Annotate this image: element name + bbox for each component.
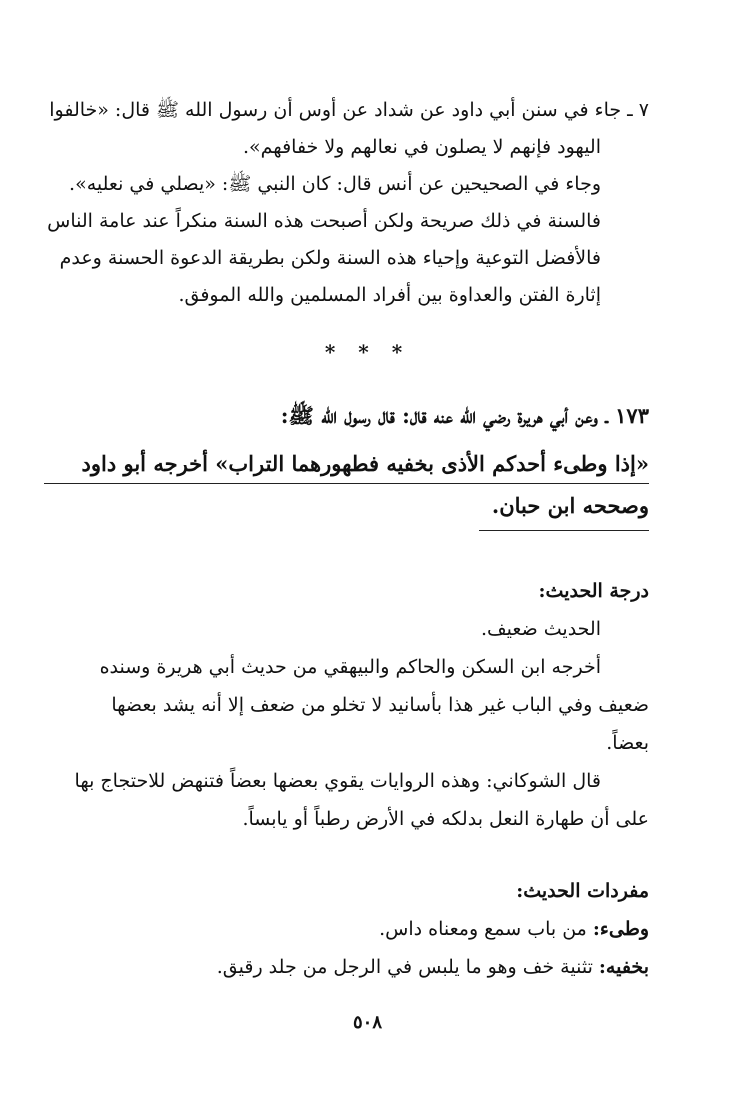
- section-heading: مفردات الحديث:: [516, 880, 649, 902]
- vocab-item: [44, 948, 649, 986]
- paragraph: ضعيف وفي الباب غير هذا بأسانيد لا تخلو من ضعف إلا أنه يشد بعضها: [111, 694, 649, 716]
- vocab-definition: تثنية خف وهو ما يلبس في الرجل من جلد رقيق.: [216, 956, 599, 978]
- section-heading: درجة الحديث:: [538, 580, 649, 602]
- paragraph: على أن طهارة النعل بدلكه في الأرض رطباً أو يابساً.: [242, 808, 649, 830]
- hadith-line: «إذا وطىء أحدكم الأذى بخفيه فطهورهما التراب» أخرجه أبو داود: [81, 451, 649, 476]
- hadith-line: وصححه ابن حبان.: [491, 493, 649, 518]
- note-line: فالأفضل التوعية وإحياء هذه السنة ولكن بطريقة الدعوة الحسنة وعدم: [59, 247, 601, 269]
- note-line: إثارة الفتن والعداوة بين أفراد المسلمين والله الموفق.: [178, 284, 601, 306]
- hadith-grade-section: [44, 572, 649, 838]
- note-line: ٧ ـ جاء في سنن أبي داود عن شداد عن أوس أن رسول الله ﷺ قال: «خالفوا: [49, 99, 649, 121]
- page-number: ٥٠٨: [352, 1012, 382, 1033]
- footnote-block: [44, 92, 649, 314]
- vocab-definition: من باب سمع ومعناه داس.: [379, 918, 593, 940]
- note-line: وجاء في الصحيحين عن أنس قال: كان النبي ﷺ: «يصلي في نعليه».: [69, 173, 601, 195]
- paragraph: أخرجه ابن السكن والحاكم والبيهقي من حديث أبي هريرة وسنده: [99, 656, 601, 678]
- vocabulary-section: [44, 872, 649, 986]
- section-separator: * * *: [324, 340, 411, 364]
- note-line: فالسنة في ذلك صريحة ولكن أصبحت هذه السنة منكراً عند عامة الناس: [47, 210, 601, 232]
- hadith-text: [44, 392, 649, 488]
- hadith-end-divider: [479, 530, 649, 531]
- vocab-item: [44, 910, 649, 948]
- paragraph: قال الشوكاني: وهذه الروايات يقوي بعضها بعضاً فتنهض للاحتجاج بها: [74, 770, 601, 792]
- hadith-line: ١٧٣ ـ وعن أبي هريرة رضي الله عنه قال: قال رسول الله ﷺ:: [280, 403, 649, 428]
- paragraph: بعضاً.: [606, 732, 649, 754]
- note-line: اليهود فإنهم لا يصلون في نعالهم ولا خفافهم».: [243, 136, 601, 158]
- paragraph: الحديث ضعيف.: [480, 618, 601, 640]
- vocab-term: بخفيه:: [598, 956, 649, 978]
- vocab-term: وطىء:: [592, 918, 649, 940]
